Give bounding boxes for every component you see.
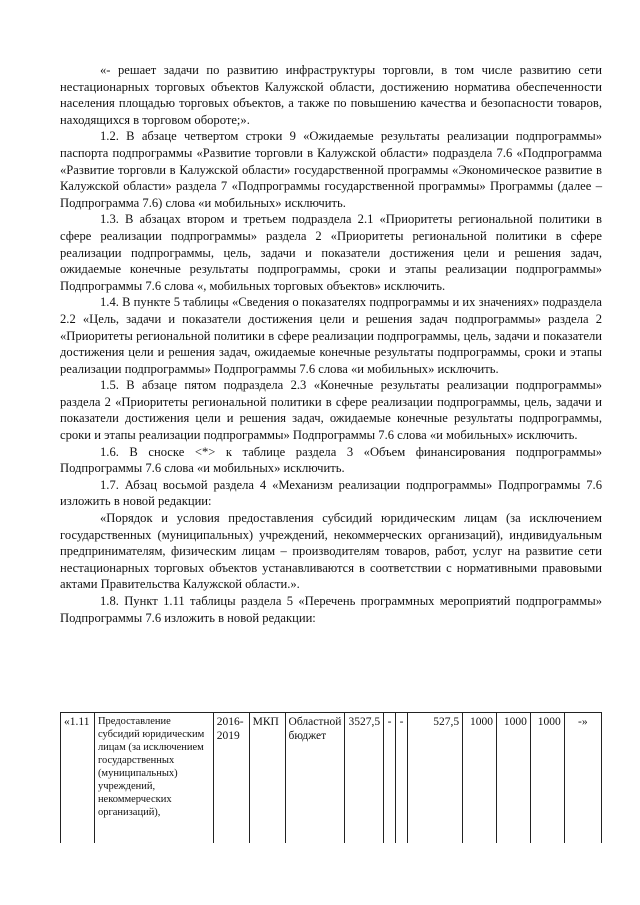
cell-total: 3527,5 bbox=[345, 713, 384, 843]
paragraph-1-6: 1.6. В сноске <*> к таблице раздела 3 «Объем финансирования подпрограммы» Подпрограммы 7.6 слова «и мобильных» исключить. bbox=[60, 444, 602, 476]
cell-years: 2016-2019 bbox=[213, 713, 249, 843]
cell-end: -» bbox=[564, 713, 601, 843]
cell-source: Областной бюджет bbox=[285, 713, 345, 843]
paragraph-intro: «- решает задачи по развитию инфраструктуры торговли, в том числе развитию сети нестационарных торговых объектов Калужской области, достижению норматива обеспеченности населения площадью торговых объектов, а также по повышению качества и безопасности товаров, находящихся в торговом обороте;». bbox=[60, 63, 602, 127]
cell-number: «1.11 bbox=[61, 713, 95, 843]
paragraph-1-4: 1.4. В пункте 5 таблицы «Сведения о показателях подпрограммы и их значениях» подраздела 2.2 «Цель, задачи и показатели достижения цели и решения задач подпрограммы» раздела 2 «Приоритеты региональной политики в сфере реализации подпрограммы, цель, задачи и показатели достижения цели и решения задач, ожидаемые конечные результаты подпрограммы, сроки и этапы реализации подпрограммы» Подпрограммы 7.6 слова «и мобильных» исключить. bbox=[60, 295, 602, 376]
cell-2018: 1000 bbox=[497, 713, 531, 843]
paragraph-1-7: 1.7. Абзац восьмой раздела 4 «Механизм реализации подпрограммы» Подпрограммы 7.6 изложить в новой редакции: bbox=[60, 477, 602, 509]
paragraph-1-3: 1.3. В абзацах втором и третьем подраздела 2.1 «Приоритеты региональной политики в сфере реализации подпрограммы» раздела 2 «Приоритеты региональной политики в сфере реализации подпрограммы, цель, задачи и показатели достижения цели и решения задач, ожидаемые конечные результаты подпрограммы, сроки и этапы реализации подпрограммы» Подпрограммы 7.6 слова «, мобильных торговых объектов» исключить. bbox=[60, 212, 602, 293]
document-body bbox=[60, 62, 602, 626]
paragraph-quote: «Порядок и условия предоставления субсидий юридическим лицам (за исключением государственных (муниципальных) учреждений, некоммерческих организаций), индивидуальным предпринимателям, физическим лицам – производителям товаров, работ, услуг на развитие сети нестационарных торговых объектов устанавливаются в соответствии с нормативными правовыми актами Правительства Калужской области.». bbox=[60, 511, 602, 592]
cell-2016: 527,5 bbox=[407, 713, 462, 843]
cell-2019: 1000 bbox=[530, 713, 564, 843]
paragraph-1-5: 1.5. В абзаце пятом подраздела 2.3 «Конечные результаты реализации подпрограммы» раздела 2 «Приоритеты региональной политики в сфере реализации подпрограммы, цель, задачи и показатели достижения цели и решения задач, ожидаемые конечные результаты подпрограммы, сроки и этапы реализации подпрограммы» Подпрограммы 7.6 слова «и мобильных» исключить. bbox=[60, 378, 602, 443]
measures-table-wrap bbox=[60, 712, 602, 843]
cell-executor: МКП bbox=[249, 713, 285, 843]
cell-2017: 1000 bbox=[463, 713, 497, 843]
cell-2015: - bbox=[396, 713, 408, 843]
paragraph-1-8: 1.8. Пункт 1.11 таблицы раздела 5 «Перечень программных мероприятий подпрограммы» Подпрограммы 7.6 изложить в новой редакции: bbox=[60, 594, 602, 625]
table-row bbox=[61, 713, 602, 843]
cell-2014: - bbox=[384, 713, 396, 843]
measures-table bbox=[60, 712, 602, 843]
paragraph-1-2: 1.2. В абзаце четвертом строки 9 «Ожидаемые результаты реализации подпрограммы» паспорта подпрограммы «Развитие торговли в Калужской области» подраздела 7.6 «Подпрограмма «Развитие торговли в Калужской области» государственной программы «Экономическое развитие в Калужской области» раздела 7 «Подпрограммы государственной программы» Программы (далее – Подпрограмма 7.6) слова «и мобильных» исключить. bbox=[60, 129, 602, 210]
cell-measure-name: Предоставление субсидий юридическим лицам (за исключением государственных (муниципальных) учреждений, некоммерческих организаций), bbox=[94, 713, 213, 843]
